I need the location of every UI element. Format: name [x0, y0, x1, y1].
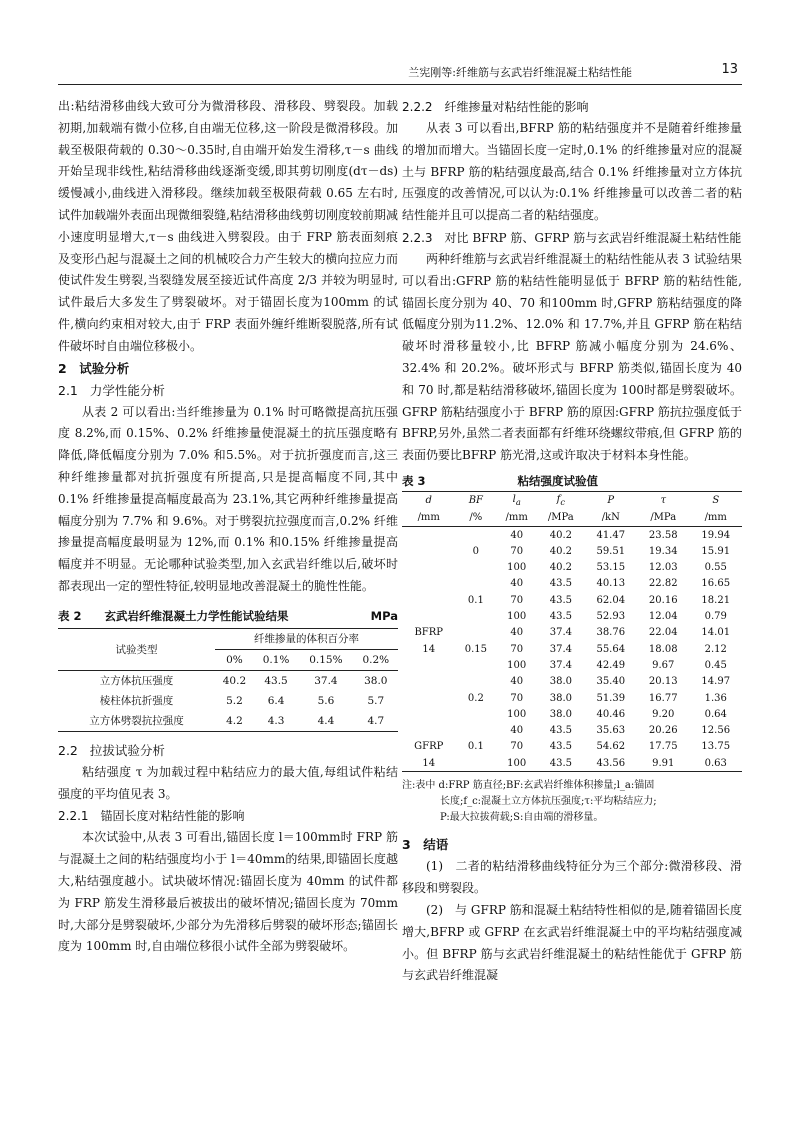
table-cell: 38.0: [549, 692, 572, 704]
table-2: [58, 628, 398, 732]
table-header-cell: S: [712, 495, 720, 507]
table-row: [402, 641, 742, 657]
subsection-number: 2.1: [58, 382, 78, 398]
table-cell: 40.2: [222, 674, 247, 687]
table-cell: 38.0: [364, 674, 388, 687]
table-cell: 43.5: [549, 725, 572, 737]
table-cell: 70: [510, 545, 524, 557]
table-cell: 18.21: [701, 594, 731, 606]
table-cell: 51.39: [596, 692, 626, 704]
paragraph: (2) 与 GFRP 筋和混凝土粘结特性相似的是,随着锚固长度增大,BFRP 或 GFRP 在玄武岩纤维混凝土中的平均粘结强度减小。但 BFRP 筋与玄武岩纤维混凝土的粘结性能优于 GFRP 筋与玄武岩纤维混凝: [402, 903, 742, 983]
subsubsection-heading: [402, 96, 742, 118]
table-header-unit: /mm: [402, 510, 455, 527]
table-cell: 100: [507, 611, 527, 623]
page-number: 13: [721, 62, 738, 77]
table-cell: 100: [507, 757, 527, 769]
table-header-unit: /mm: [496, 510, 537, 527]
table-header-cell: 试验类型: [58, 628, 215, 670]
subsection-number: 2.2.2: [402, 100, 433, 114]
table-cell: 棱柱体抗折强度: [99, 695, 174, 708]
table-cell: 20.26: [648, 725, 678, 737]
paragraph: 粘结强度 τ 为加载过程中粘结应力的最大值,每组试件粘结强度的平均值见表 3。: [58, 764, 398, 801]
table-unit: MPa: [370, 608, 398, 623]
table-cell: 37.4: [549, 627, 572, 639]
table-cell: 19.34: [648, 545, 678, 557]
paragraph: 从表 3 可以看出,BFRP 筋的粘结强度并不是随着纤维掺量的增加而增大。当锚固长度一定时,0.1% 的纤维掺量对应的混凝土与 BFRP 筋的粘结强度最高,结合 0.1% 纤维掺量对立方体抗压强度的改善情况,可以认为:0.1% 纤维掺量可以改善二者的粘结性能并且可以提高二者的粘结强度。: [402, 121, 742, 223]
table-row: [402, 592, 742, 608]
table-cell: [402, 592, 455, 608]
subsection-heading: [58, 380, 398, 402]
table-cell: [455, 755, 496, 772]
table-cell: 20.16: [648, 594, 678, 606]
table-cell: 43.5: [549, 594, 572, 606]
paragraph: (1) 二者的粘结滑移曲线特征分为三个部分:微滑移段、滑移段和劈裂段。: [402, 859, 742, 896]
table-cell: BFRP: [414, 627, 443, 639]
table-cell: 0.64: [704, 708, 727, 720]
table-cell: 14: [422, 757, 436, 769]
subsection-title: 锚固长度对粘结性能的影响: [100, 809, 245, 824]
table-header-unit: /kN: [585, 510, 637, 527]
table-cell: 100: [507, 659, 527, 671]
table-row: [58, 670, 398, 691]
table-header-unit: /MPa: [537, 510, 584, 527]
table-cell: 立方体劈裂抗拉强度: [89, 715, 184, 728]
table-cell: [402, 706, 455, 722]
paragraph: 本次试验中,从表 3 可看出,锚固长度 l＝100mm时 FRP 筋与混凝土之间的粘结强度均小于 l＝40mm的结果,即锚固长度越大,粘结强度越小。试块破坏情况:锚固长度为 40mm 的试件都为 FRP 筋发生滑移最后被拔出的破坏情况;锚固长度为 70mm 时,大部分是劈裂破坏,少部分为先滑移后劈裂的破坏形态;锚固长度为 100mm 时,自由端位移很小试件全部为劈裂破坏。: [58, 830, 398, 954]
table-cell: [455, 526, 496, 543]
table-cell: 40.2: [549, 529, 572, 541]
table-cell: 43.5: [549, 578, 572, 590]
table-cell: 9.91: [652, 757, 675, 769]
table-cell: 0.45: [704, 659, 727, 671]
table-header-cell: $f_c$: [556, 494, 566, 508]
table-cell: 4.7: [367, 714, 385, 727]
table-cell: 38.0: [549, 708, 572, 720]
table-row: [402, 543, 742, 559]
table-note-line: P:最大拉拔荷载;S:自由端的滑移量。: [440, 812, 604, 824]
table-cell: [402, 560, 455, 576]
table-3: [402, 471, 742, 826]
table-header-cell: 0.1%: [254, 649, 298, 670]
table-row: [402, 723, 742, 739]
table-header-unit: /%: [455, 510, 496, 527]
table-cell: 43.56: [596, 757, 626, 769]
table-cell: 14.01: [701, 627, 731, 639]
table-row: [402, 690, 742, 706]
table-note-line: 注:表中 d:FRP 筋直径;BF:玄武岩纤维体积掺量;l_a:锚固: [402, 780, 655, 792]
table-cell: [402, 608, 455, 624]
table-cell: 1.36: [704, 692, 727, 704]
table-cell: 12.03: [648, 562, 678, 574]
table-header-cell: BF: [468, 495, 483, 507]
table-cell: 59.51: [596, 545, 626, 557]
table-cell: 0.2: [467, 692, 484, 704]
table-row: [402, 625, 742, 641]
table-cell: 2.12: [704, 643, 727, 655]
table-cell: GFRP: [414, 741, 444, 753]
table-cell: 6.4: [267, 694, 285, 707]
table-cell: 38.0: [549, 676, 572, 688]
table-caption-text: 粘结强度试验值: [517, 473, 599, 488]
paragraph: 出:粘结滑移曲线大致可分为微滑移段、滑移段、劈裂段。加载初期,加载端有微小位移,自由端无位移,这一阶段是微滑移段。加载至极限荷载的 0.30～0.35时,自由端开始发生滑移,τ－s 曲线开始呈现非线性,粘结滑移曲线逐渐变缓,即其剪切刚度(dτ－ds)缓慢减小,曲线进入滑移段。继续加载至极限荷载 0.65 左右时,试件加载端外表面出现微细裂缝,粘结滑移曲线剪切刚度较前期减小速度明显增大,τ－s 曲线进入劈裂段。由于 FRP 筋表面刻痕及变形凸起与混凝土之间的机械咬合力产生较大的横向拉应力而使试件发生劈裂,当裂缝发展至接近试件高度 2/3 并较为明显时,试件最后大多发生了劈裂破坏。对于锚固长度为100mm 的试件,横向约束相对较大,由于 FRP 表面外缠纤维断裂脱落,所有试件破坏时自由端位移极小。: [58, 99, 398, 353]
table-cell: 20.13: [648, 676, 678, 688]
subsection-number: 2.2.1: [58, 809, 89, 824]
table-cell: 43.5: [549, 757, 572, 769]
table-cell: 0: [472, 545, 480, 557]
paragraph: 从表 2 可以看出:当纤维掺量为 0.1% 时可略微提高抗压强度 8.2%,而 0.15%、0.2% 纤维掺量使混凝土的抗压强度略有降低,降低幅度分别为 7.0% 和5.5%。对于抗折强度而言,这三种纤维掺量都对抗折强度有所提高,只是提高幅度不同,其中 0.1% 纤维掺量提高幅度最高为 23.1%,其它两种纤维掺量提高幅度分别为 7.7% 和 9.6%。对于劈裂抗拉强度而言,0.2% 纤维掺量提高幅度最明显为 12%,而 0.1% 和0.15% 纤维掺量提高幅度并不明显。无论哪种试验类型,加入玄武岩纤维以后,破坏时都表现出一定的塑性特征,较明显地改善混凝土的脆性性能。: [58, 404, 398, 593]
table-cell: 16.77: [648, 692, 678, 704]
table-cell: 70: [510, 692, 524, 704]
table-header-unit: /MPa: [637, 510, 689, 527]
table-cell: [402, 543, 455, 559]
table-cell: 55.64: [596, 643, 626, 655]
table-cell: 0.63: [704, 757, 727, 769]
table-cell: 0.15: [464, 643, 487, 655]
table-row: [402, 608, 742, 624]
table-cell: 12.56: [701, 725, 731, 737]
table-header-cell: τ: [660, 495, 667, 507]
table-cell: 12.04: [648, 611, 678, 623]
table-cell: [455, 657, 496, 673]
table-header-cell: 0.15%: [298, 649, 353, 670]
table-cell: [455, 625, 496, 641]
table-row: [58, 691, 398, 711]
table-cell: 38.76: [596, 627, 626, 639]
table-cell: 40.2: [549, 545, 572, 557]
table-row: [58, 711, 398, 732]
section-heading: 3 结语: [402, 837, 449, 853]
subsection-title: 对比 BFRP 筋、GFRP 筋与玄武岩纤维混凝土粘结性能: [444, 230, 742, 245]
table-cell: 43.5: [549, 741, 572, 753]
paragraph: 两种纤维筋与玄武岩纤维混凝土的粘结性能从表 3 试验结果可以看出:GFRP 筋的粘结性能明显低于 BFRP 筋的粘结性能,锚固长度分别为 40、70 和100mm 时,GFRP 筋粘结强度的降低幅度分别为11.2%、12.0% 和 17.7%,并且 GFRP 筋在粘结破坏时滑移量较小,比 BFRP 筋减小幅度分别为 24.6%、32.4% 和 20.2%。破坏形式与 BFRP 筋类似,锚固长度为 40 和 70 时,都是粘结滑移破坏,锚固长度为 100时都是劈裂破坏。GFRP 筋粘结强度小于 BFRP 筋的原因:GFRP 筋抗拉强度低于 BFRP,另外,虽然二者表面都有纤维环绕螺纹带痕,但 GFRP 筋的表面仍要比BFRP 筋光滑,这或许取决于材料本身性能。: [402, 251, 742, 463]
table-cell: 37.4: [549, 643, 572, 655]
table-cell: 54.62: [596, 741, 626, 753]
subsection-title: 力学性能分析: [89, 382, 165, 398]
table-label: 表 3: [402, 473, 426, 488]
table-cell: 5.6: [317, 694, 335, 707]
table-cell: [402, 690, 455, 706]
table-header-cell: d: [425, 495, 432, 507]
table-cell: 18.08: [648, 643, 678, 655]
table-cell: 53.15: [596, 562, 626, 574]
table-cell: [455, 576, 496, 592]
table-cell: 5.2: [226, 694, 243, 707]
subsubsection-heading: [402, 227, 742, 249]
subsection-title: 纤维掺量对粘结性能的影响: [444, 100, 589, 114]
table-cell: 4.3: [267, 714, 285, 727]
table-cell: 19.94: [701, 529, 731, 541]
right-column: [402, 96, 742, 987]
running-header: [58, 62, 742, 85]
table-cell: 9.67: [652, 659, 675, 671]
table-header-cell: 纤维掺量的体积百分率: [215, 628, 398, 649]
table-row: [402, 560, 742, 576]
table-cell: 70: [510, 643, 524, 655]
table-cell: 70: [510, 741, 524, 753]
table-cell: 立方体抗压强度: [99, 675, 174, 688]
table-cell: 100: [507, 708, 527, 720]
table-cell: 0.1: [467, 594, 484, 606]
table-header-cell: $l_a$: [512, 494, 521, 508]
table-cell: 40: [510, 578, 524, 590]
table-cell: [455, 723, 496, 739]
table-cell: 40.2: [549, 562, 572, 574]
table-row: [402, 526, 742, 543]
table-cell: 43.5: [549, 611, 572, 623]
subsection-number: 2.2.3: [402, 230, 433, 245]
table-header-unit: /mm: [689, 510, 742, 527]
table-cell: 40: [510, 676, 524, 688]
table-cell: 52.93: [596, 611, 626, 623]
table-cell: 35.63: [596, 725, 626, 737]
table-cell: 4.2: [226, 714, 243, 727]
table-header-cell: 0.2%: [354, 649, 398, 670]
table-cell: [455, 706, 496, 722]
table-cell: [402, 674, 455, 690]
section-heading: 2 试验分析: [58, 360, 130, 376]
table-cell: 40: [510, 529, 524, 541]
subsection-heading: [58, 740, 398, 762]
table-cell: 14: [422, 643, 436, 655]
table-cell: 5.7: [367, 694, 385, 707]
table-row: [402, 674, 742, 690]
table-cell: [402, 576, 455, 592]
table-cell: 17.75: [648, 741, 678, 753]
table-header-cell: 0%: [215, 649, 254, 670]
table-caption: [58, 606, 398, 626]
table-cell: [455, 608, 496, 624]
table-cell: 22.82: [648, 578, 678, 590]
table-row: [402, 739, 742, 755]
table-note: [402, 778, 742, 826]
table-cell: 0.1: [467, 741, 484, 753]
table-row: [402, 706, 742, 722]
table-cell: 40.46: [596, 708, 626, 720]
left-column: [58, 96, 398, 958]
table-cell: 37.4: [549, 659, 572, 671]
table-cell: 14.97: [701, 676, 731, 688]
table-cell: 35.40: [596, 676, 626, 688]
table-cell: 62.04: [596, 594, 626, 606]
table-cell: 37.4: [314, 674, 338, 687]
table-cell: 23.58: [648, 529, 678, 541]
table-cell: 0.79: [704, 611, 727, 623]
subsection-title: 拉拔试验分析: [89, 742, 165, 758]
table-cell: [402, 526, 455, 543]
table-cell: 41.47: [596, 529, 626, 541]
table-cell: 100: [507, 562, 527, 574]
table-caption: [402, 471, 742, 491]
subsection-number: 2.2: [58, 742, 78, 758]
table-cell: [402, 723, 455, 739]
table-cell: 13.75: [701, 741, 731, 753]
table-cell: 40: [510, 627, 524, 639]
table-cell: 15.91: [701, 545, 731, 557]
table-header-cell: P: [607, 495, 615, 507]
table-cell: 9.20: [652, 708, 675, 720]
table-cell: 22.04: [648, 627, 678, 639]
table-row: [402, 657, 742, 673]
table-note-line: 长度;f_c:混凝土立方体抗压强度;τ:平均粘结应力;: [440, 796, 657, 808]
table-cell: 16.65: [701, 578, 731, 590]
table-cell: [455, 674, 496, 690]
table-row: [402, 755, 742, 772]
table-cell: 43.5: [264, 674, 288, 687]
table-cell: 42.49: [596, 659, 626, 671]
table-cell: [402, 657, 455, 673]
header-title: 兰宪刚等:纤维筋与玄武岩纤维混凝土粘结性能: [408, 66, 632, 79]
table-cell: 40: [510, 725, 524, 737]
table-cell: 4.4: [317, 714, 335, 727]
table-cell: [455, 560, 496, 576]
table-cell: 0.55: [704, 562, 727, 574]
table-3-grid: [402, 491, 742, 772]
subsubsection-heading: [58, 805, 398, 827]
table-cell: 40.13: [596, 578, 626, 590]
table-row: [402, 576, 742, 592]
table-caption-text: 表 2 玄武岩纤维混凝土力学性能试验结果: [58, 608, 289, 623]
table-cell: 70: [510, 594, 524, 606]
